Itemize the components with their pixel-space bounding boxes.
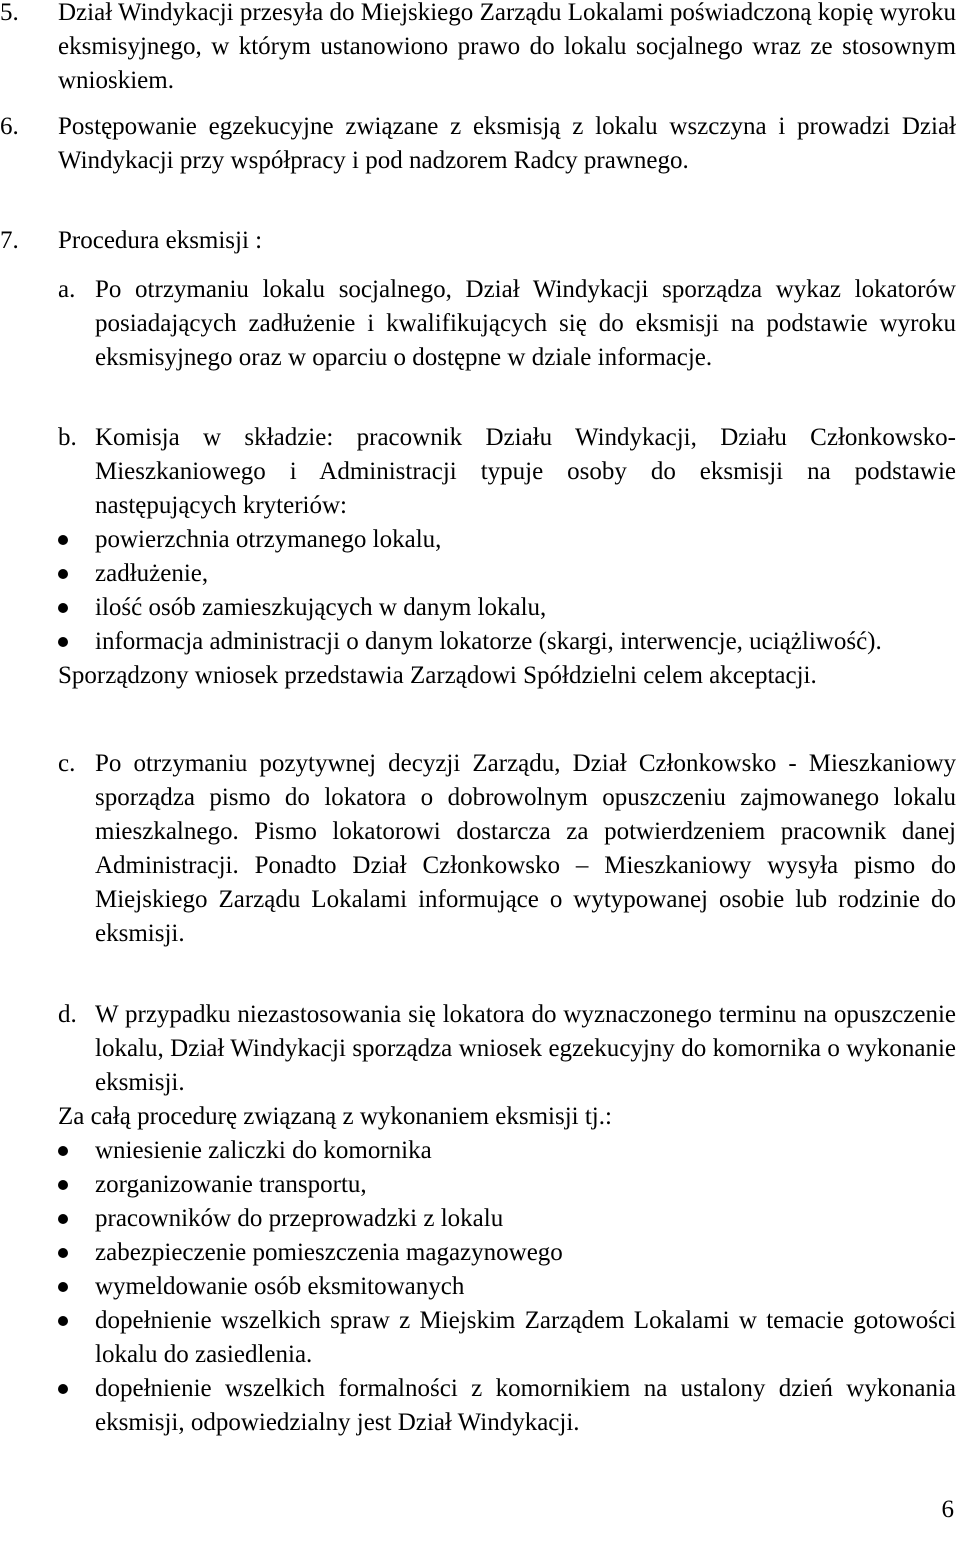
subpoint-a: [0, 273, 956, 375]
item-text: Postępowanie egzekucyjne związane z eksmisją z lokalu wszczyna i prowadzi Dział Windykacji przy współpracy i pod nadzorem Radcy prawnego.: [58, 113, 956, 174]
list-item: zorganizowanie transportu,: [0, 1168, 956, 1202]
bullet-icon: [58, 1282, 68, 1292]
list-item: dopełnienie wszelkich formalności z komornikiem na ustalony dzień wykonania eksmisji, odpowiedzialny jest Dział Windykacji.: [0, 1372, 956, 1440]
criteria-list: [0, 523, 956, 659]
closing-sentence: Sporządzony wniosek przedstawia Zarządowi Spółdzielni celem akceptacji.: [58, 662, 817, 689]
list-item: pracowników do przeprowadzki z lokalu: [0, 1202, 956, 1236]
subpoint-text: Po otrzymaniu lokalu socjalnego, Dział Windykacji sporządza wykaz lokatorów posiadających zadłużenie i kwalifikujących się do eksmisji na podstawie wyroku eksmisyjnego oraz w oparciu o dostępne w dziale informacje.: [95, 276, 956, 371]
item-text: Dział Windykacji przesyła do Miejskiego Zarządu Lokalami poświadczoną kopię wyroku eksmisyjnego, w którym ustanowiono prawo do lokalu socjalnego wraz ze stosownym wnioskiem.: [58, 0, 956, 94]
list-item: powierzchnia otrzymanego lokalu,: [0, 523, 956, 557]
item-7: [0, 224, 956, 258]
list-item: zabezpieczenie pomieszczenia magazynowego: [0, 1236, 956, 1270]
list-item: dopełnienie wszelkich spraw z Miejskim Zarządem Lokalami w temacie gotowości lokalu do zasiedlenia.: [0, 1304, 956, 1372]
bullet-icon: [58, 1248, 68, 1258]
item-number: 5.: [0, 0, 19, 26]
item-5: [0, 0, 956, 98]
bullet-icon: [58, 535, 68, 545]
subpoint-letter: c.: [58, 750, 76, 777]
list-item: informacja administracji o danym lokatorze (skargi, interwencje, uciążliwość).: [0, 625, 956, 659]
list-item: wymeldowanie osób eksmitowanych: [0, 1270, 956, 1304]
list-item: wniesienie zaliczki do komornika: [0, 1134, 956, 1168]
item-number: 7.: [0, 227, 19, 254]
subpoint-text: Po otrzymaniu pozytywnej decyzji Zarządu, Dział Członkowsko - Mieszkaniowy sporządza pismo do lokatora o dobrowolnym opuszczeniu zajmowanego lokalu mieszkalnego. Pismo lokatorowi dostarcza za potwierdzeniem pracownik danej Administracji. Ponadto Dział Członkowsko – Mieszkaniowy wysyła pismo do Miejskiego Zarządu Lokalami informujące o wytypowanej osobie lub rodzinie do eksmisji.: [95, 750, 956, 947]
page-number: 6: [941, 1496, 954, 1523]
bullet-icon: [58, 1384, 68, 1394]
subpoint-b: [0, 421, 956, 693]
bullet-icon: [58, 1316, 68, 1326]
bullet-icon: [58, 1180, 68, 1190]
item-number: 6.: [0, 113, 19, 140]
item-text: Procedura eksmisji :: [58, 227, 263, 254]
responsibility-intro: Za całą procedurę związaną z wykonaniem eksmisji tj.:: [58, 1103, 612, 1130]
bullet-icon: [58, 569, 68, 579]
bullet-icon: [58, 1146, 68, 1156]
subpoint-text: Komisja w składzie: pracownik Działu Windykacji, Działu Członkowsko-Mieszkaniowego i Administracji typuje osoby do eksmisji na podstawie następujących kryteriów:: [95, 424, 956, 519]
subpoint-text: W przypadku niezastosowania się lokatora do wyznaczonego terminu na opuszczenie lokalu, Dział Windykacji sporządza wniosek egzekucyjny do komornika o wykonanie eksmisji.: [95, 1001, 956, 1096]
subpoint-d: [0, 998, 956, 1440]
bullet-icon: [58, 637, 68, 647]
list-item: zadłużenie,: [0, 557, 956, 591]
subpoint-letter: b.: [58, 424, 77, 451]
subpoint-c: [0, 747, 956, 951]
responsibility-list: [0, 1134, 956, 1440]
subpoint-letter: a.: [58, 276, 76, 303]
bullet-icon: [58, 603, 68, 613]
subpoint-letter: d.: [58, 1001, 77, 1028]
bullet-icon: [58, 1214, 68, 1224]
list-item: ilość osób zamieszkujących w danym lokalu,: [0, 591, 956, 625]
item-6: [0, 110, 956, 178]
